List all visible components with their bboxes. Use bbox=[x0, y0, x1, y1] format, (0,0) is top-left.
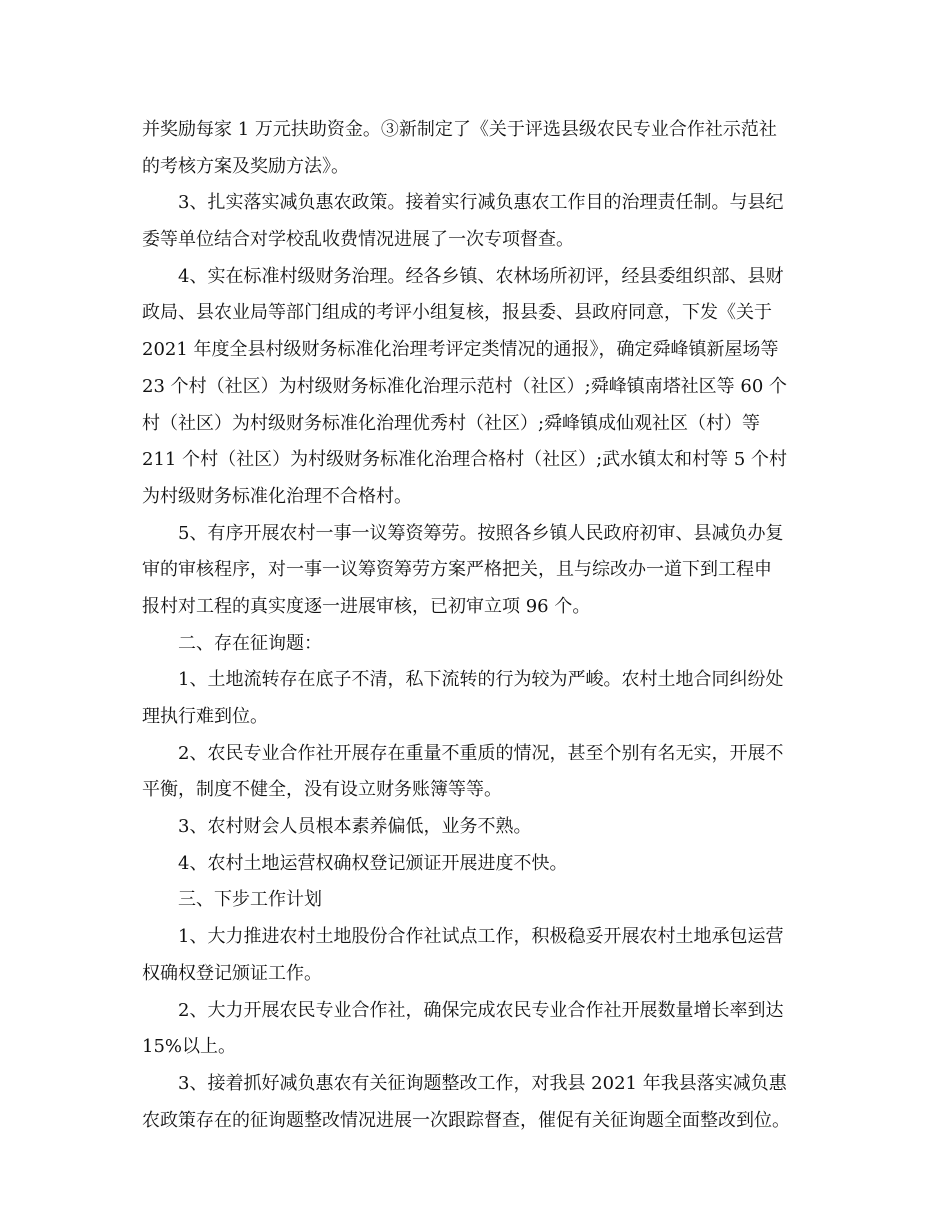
text-line: 3、扎实落实减负惠农政策。接着实行减负惠农工作目的治理责任制。与县纪 bbox=[178, 192, 784, 214]
document-body bbox=[142, 112, 814, 1139]
text-line: 23 个村（社区）为村级财务标准化治理示范村（社区）;舜峰镇南塔社区等 60 个 bbox=[142, 375, 788, 397]
text-line: 审的审核程序，对一事一议筹资筹劳方案严格把关，且与综改办一道下到工程申 bbox=[142, 559, 772, 581]
text-line: 211 个村（社区）为村级财务标准化治理合格村（社区）;武水镇太和村等 5 个村 bbox=[142, 449, 788, 471]
text-line: 二、存在征询题： bbox=[178, 632, 322, 654]
text-line: 的考核方案及奖励方法》。 bbox=[142, 155, 349, 177]
text-line: 平衡，制度不健全，没有设立财务账簿等等。 bbox=[142, 779, 502, 801]
text-line: 村（社区）为村级财务标准化治理优秀村（社区）;舜峰镇成仙观社区（村）等 bbox=[142, 412, 761, 434]
text-line: 理执行难到位。 bbox=[142, 706, 268, 727]
text-line: 农政策存在的征询题整改情况进展一次跟踪督查，催促有关征询题全面整改到位。 bbox=[142, 1109, 790, 1131]
text-line: 并奖励每家 1 万元扶助资金。③新制定了《关于评选县级农民专业合作社示范社 bbox=[142, 119, 777, 140]
text-line: 2、大力开展农民专业合作社，确保完成农民专业合作社开展数量增长率到达 bbox=[178, 999, 784, 1021]
text-line: 1、土地流转存在底子不清，私下流转的行为较为严峻。农村土地合同纠纷处 bbox=[178, 669, 784, 691]
text-line: 三、下步工作计划 bbox=[178, 889, 322, 911]
text-line: 权确权登记颁证工作。 bbox=[142, 962, 322, 984]
text-line: 15%以上。 bbox=[142, 1036, 237, 1058]
text-line: 1、大力推进农村土地股份合作社试点工作，积极稳妥开展农村土地承包运营 bbox=[178, 926, 784, 948]
text-line: 为村级财务标准化治理不合格村。 bbox=[142, 485, 412, 507]
text-line: 委等单位结合对学校乱收费情况进展了一次专项督查。 bbox=[142, 229, 574, 251]
text-line: 5、有序开展农村一事一议筹资筹劳。按照各乡镇人民政府初审、县减负办复 bbox=[178, 522, 784, 544]
text-line: 4、实在标准村级财务治理。经各乡镇、农林场所初评，经县委组织部、县财 bbox=[178, 265, 784, 287]
text-line: 3、农村财会人员根本素养偏低，业务不熟。 bbox=[178, 816, 532, 838]
text-line: 政局、县农业局等部门组成的考评小组复核，报县委、县政府同意，下发《关于 bbox=[142, 302, 772, 324]
text-line: 2、农民专业合作社开展存在重量不重质的情况，甚至个别有名无实，开展不 bbox=[178, 742, 784, 764]
text-line: 报村对工程的真实度逐一进展审核，已初审立项 96 个。 bbox=[142, 595, 591, 617]
text-line: 2021 年度全县村级财务标准化治理考评定类情况的通报》，确定舜峰镇新屋场等 bbox=[142, 339, 779, 361]
text-line: 3、接着抓好减负惠农有关征询题整改工作，对我县 2021 年我县落实减负惠 bbox=[178, 1072, 787, 1094]
text-line: 4、农村土地运营权确权登记颁证开展进度不快。 bbox=[178, 852, 568, 874]
